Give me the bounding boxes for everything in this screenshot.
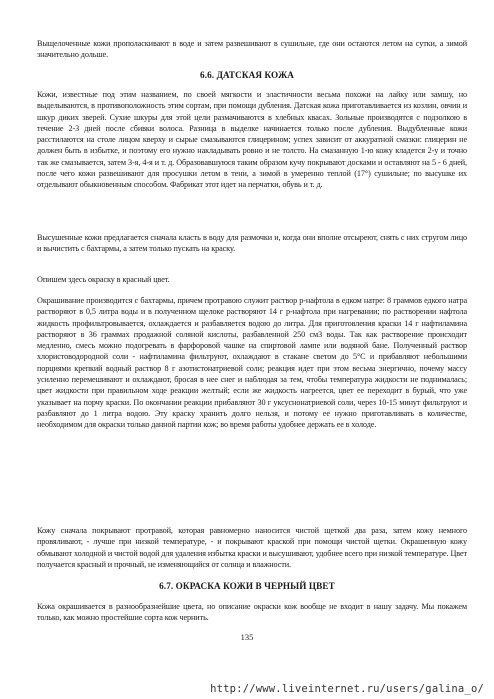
paragraph-application: Кожу сначала покрывают протравой, которая равномерно наносится чистой щеткой два раза, затем кожу немного провяливают, - лучше при низкой температуре, - и покрывают краской при помощи чистой щетки. Окрашенную кожу обмывают холодной и чистой водой для удаления избытка краски и высушивают, удобнее всего при низкой температуре. Цвет получается красный и прочный, не изменяющийся от солнца и влажности. bbox=[37, 526, 467, 569]
section-heading-6-6: 6.6. ДАТСКАЯ КОЖА bbox=[200, 70, 294, 80]
paragraph-red-dye-intro: Опишем здесь окраску в красный цвет. bbox=[37, 275, 170, 284]
section-heading-6-7: 6.7. ОКРАСКА КОЖИ В ЧЕРНЫЙ ЦВЕТ bbox=[159, 581, 335, 591]
footer-url[interactable]: http://www.liveinternet.ru/users/galina_o/ bbox=[210, 683, 484, 695]
paragraph-dyeing-process: Окрашивание производится с бахтармы, причем протравою служит раствор р-нафтола в едком натре: 8 граммов едкого натра растворяют в 0,5 литра воды и в полученном щелоке растворяют 14 г р-нафтола при нагревании; по растворении нафтола жидкость профильтровывается, охлаждается и разбавляется водою до литра. Для приготовления краски 14 г нафтиламина растворяют в 36 граммах продажной соляной кислоты, разбавленной 250 см3 воды. Так как растворение происходит медленно, смесь можно подогревать в фарфоровой чашке на спиртовой лампе или водяной бане. Полученный раствор хлористоводородной соли - нафтиламина фильтруют, охлаждают в стакане светом до 5°С и прибавляют небольшими порциями крепкий водный раствор 8 г азотистонатриевой соли; реакция идет при этом весьма энергично, почему массу усиленно перемешивают и охлаждают, бросая в нее снег и наблюдая за тем, чтобы температура жидкости не поднималась; цвет жидкости при правильном ходе реакции желтый; если же жидкость нагреется, цвет ее переходит в бурый, что уже указывает на порчу краски. По окончании реакции прибавляют 30 г уксуснонатриевой соли, через 10-15 минут фильтруют и разбавляют до 1 литра водою. Эту краску хранить долго нельзя, и потому ее нужно приготавливать в количестве, необходимом для окраски только данной партии кож; во время работы удобнее держать ее в холоде. bbox=[37, 296, 467, 430]
paragraph-danish-leather: Кожи, известные под этим названием, по своей мягкости и эластичности весьма похожи на лайку или замшу, но выделываются, в противоположность этим сортам, при помощи дубления. Датская кожа приготавливается из козлин, овчин и шкур диких зверей. Сухие шкуры для этой цели размачиваются в хлебных квасах. Зольные производятся с подзолкою в течение 2-3 дней после сбивки волоса. Разница в выделке начинается только после дубления. Выдубленные кожи расстилаются на столе лицом кверху и сырые смазываются глицерином; успех зависит от аккуратной смазки: глицерин не должен быть в избытке, и поэтому его нужно накладывать ровно и не толсто. На смазанную 1-ю кожу кладется 2-у и точно так же смазывается, затем 3-я, 4-я и т. д. Образовавшуюся таким образом кучу покрывают досками и оставляют на 5 - 6 дней, после чего кожи развешивают для просушки летом в тени, а зимой в умеренно теплой (17°) сушильне; по высушке их отделывают обыкновенным способом. Фабрикат этот идет на перчатки, обувь и т. д. bbox=[37, 90, 467, 190]
paragraph-soaking: Высушенные кожи предлагается сначала класть в воду для размочки и, когда они вполне отсыреют, снять с них стругом лицо и вычистить с бахтармы, а затем только пускать на краску. bbox=[37, 233, 467, 254]
paragraph-black-color: Кожа окрашивается в разнообразнейшие цвета, но описание окраски кож вообще не входит в нашу задачу. Мы покажем только, как можно простейшие сорта кож чернить. bbox=[37, 602, 467, 623]
intro-paragraph: Выщелоченные кожи прополаскивают в воде и затем развешивают в сушильне, где они остаются летом на сутки, а зимой значительно дольше. bbox=[37, 39, 467, 60]
page-number: 135 bbox=[240, 632, 254, 642]
